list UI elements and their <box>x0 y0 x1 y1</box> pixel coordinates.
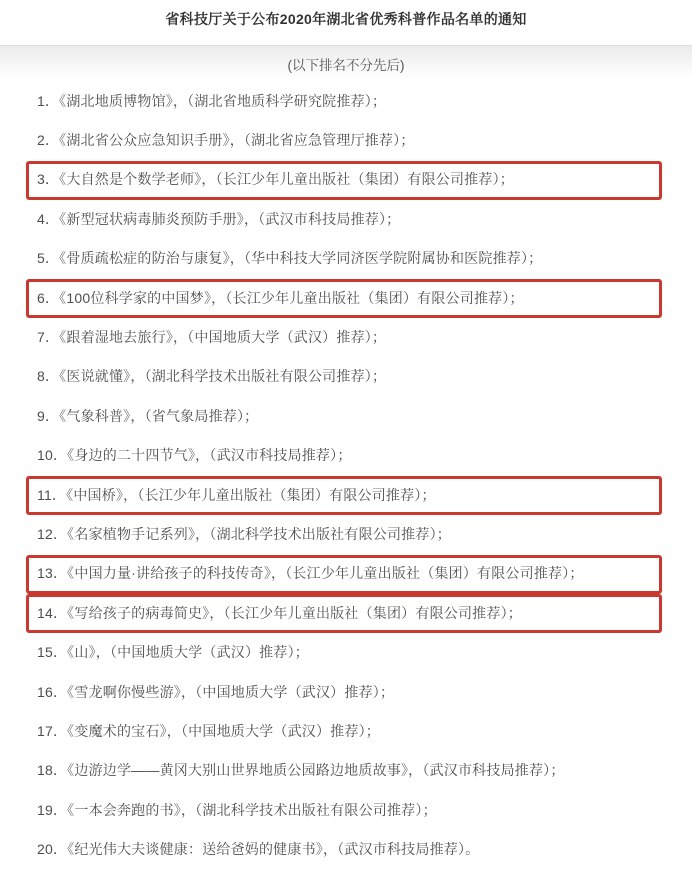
list-item-text: 12．《名家植物手记系列》，（湖北科学技术出版社有限公司推荐）； <box>37 525 451 542</box>
list-item-text: 15．《山》，（中国地质大学（武汉）推荐）； <box>37 644 309 661</box>
list-item-8 <box>0 357 692 396</box>
list-item-text: 5．《骨质疏松症的防治与康复》，（华中科技大学同济医学院附属协和医院推荐）； <box>37 250 543 267</box>
list-item-10 <box>0 436 692 475</box>
list-item-4 <box>0 199 692 238</box>
list-item-text: 11．《中国桥》，（长江少年儿童出版社（集团）有限公司推荐）； <box>37 486 436 503</box>
list-item-17 <box>0 711 692 750</box>
list-item-20 <box>0 829 692 868</box>
list-item-text: 19．《一本会奔跑的书》，（湖北科学技术出版社有限公司推荐）； <box>37 801 437 818</box>
list-item-text: 7．《跟着湿地去旅行》，（中国地质大学（武汉）推荐）； <box>37 329 387 346</box>
list-item-11 <box>0 475 692 514</box>
subtitle-band <box>0 45 692 78</box>
list-item-18 <box>0 751 692 790</box>
list-item-16 <box>0 672 692 711</box>
list-item-13 <box>0 554 692 593</box>
list-item-text: 18．《边游边学——黄冈大别山世界地质公园路边地质故事》，（武汉市科技局推荐）； <box>37 762 565 779</box>
page-title: 省科技厅关于公布2020年湖北省优秀科普作品名单的通知 <box>165 11 527 27</box>
list-item-1 <box>0 81 692 120</box>
list-item-text: 1．《湖北地质博物馆》，（湖北省地质科学研究院推荐）； <box>37 92 387 109</box>
list-item-text: 8．《医说就懂》，（湖北科学技术出版社有限公司推荐）； <box>37 368 387 385</box>
list-item-text: 17．《变魔术的宝石》，（中国地质大学（武汉）推荐）； <box>37 722 380 739</box>
list-item-text: 13．《中国力量·讲给孩子的科技传奇》，（长江少年儿童出版社（集团）有限公司推荐）； <box>37 565 584 582</box>
list-item-text: 20．《纪光伟大夫谈健康：送给爸妈的健康书》，（武汉市科技局推荐）。 <box>37 841 480 858</box>
list-item-text: 14．《写给孩子的病毒简史》，（长江少年儿童出版社（集团）有限公司推荐）； <box>37 604 522 621</box>
ranking-disclaimer: (以下排名不分先后) <box>287 58 405 73</box>
list-item-text: 3．《大自然是个数学老师》，（长江少年儿童出版社（集团）有限公司推荐）； <box>37 171 514 188</box>
list-item-12 <box>0 514 692 553</box>
list-item-14 <box>0 593 692 632</box>
award-list <box>0 81 692 869</box>
list-item-text: 2．《湖北省公众应急知识手册》，（湖北省应急管理厅推荐）； <box>37 132 415 149</box>
list-item-19 <box>0 790 692 829</box>
list-item-9 <box>0 396 692 435</box>
list-item-5 <box>0 239 692 278</box>
list-item-2 <box>0 120 692 159</box>
list-item-text: 4．《新型冠状病毒肺炎预防手册》，（武汉市科技局推荐）； <box>37 210 401 227</box>
list-item-text: 9．《气象科普》，（省气象局推荐）； <box>37 407 259 424</box>
list-item-text: 10．《身边的二十四节气》，（武汉市科技局推荐）； <box>37 447 352 464</box>
list-item-6 <box>0 278 692 317</box>
list-item-15 <box>0 632 692 671</box>
list-item-7 <box>0 317 692 356</box>
list-item-3 <box>0 160 692 199</box>
list-item-text: 6．《100位科学家的中国梦》，（长江少年儿童出版社（集团）有限公司推荐）； <box>37 289 524 306</box>
list-item-text: 16．《雪龙啊你慢些游》，（中国地质大学（武汉）推荐）； <box>37 683 395 700</box>
